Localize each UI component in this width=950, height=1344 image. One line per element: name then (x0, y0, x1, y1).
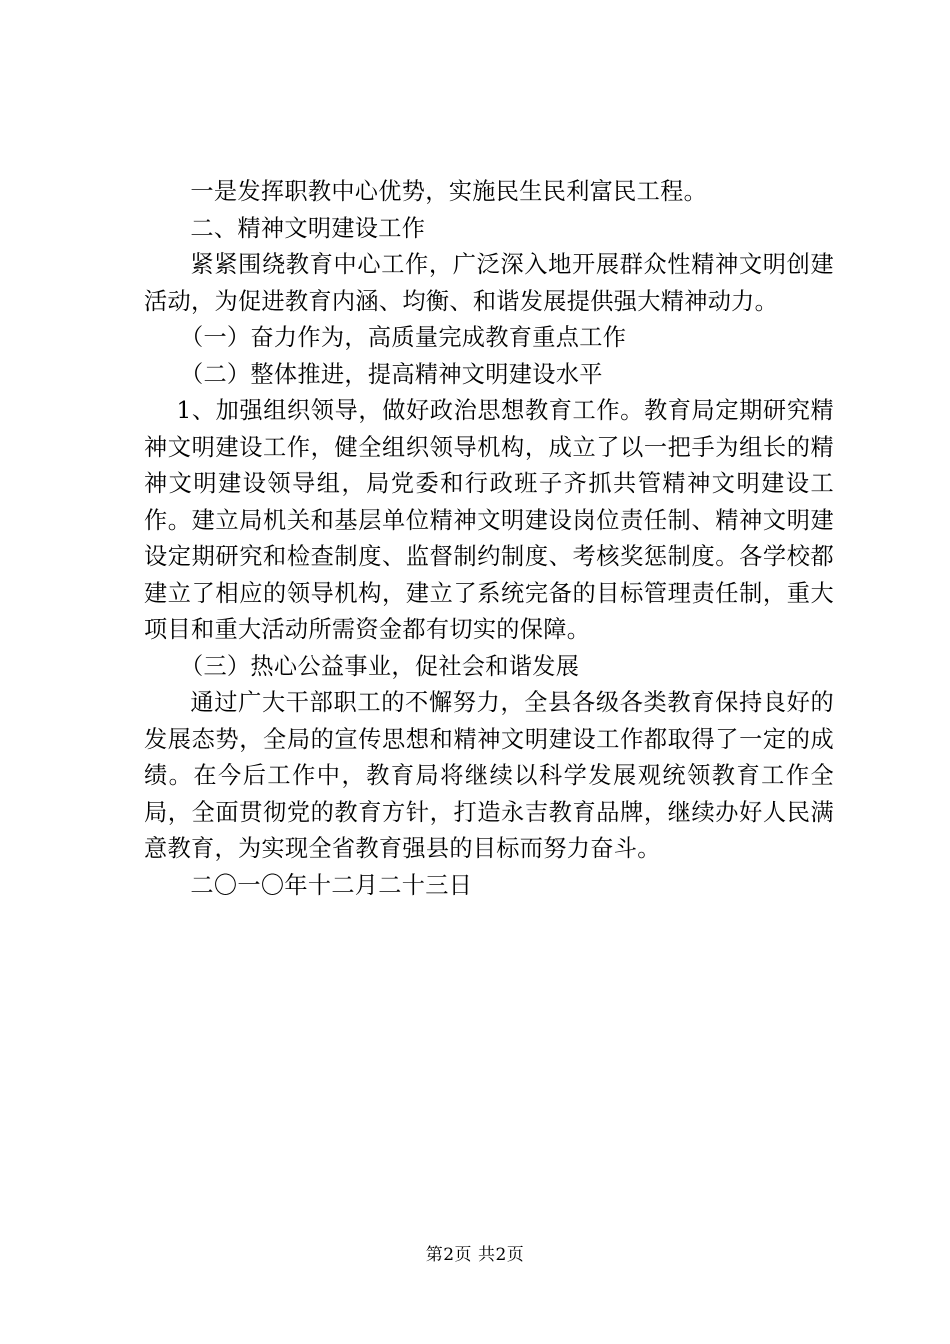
subheading-one: （一）奋力作为，高质量完成教育重点工作 (179, 324, 627, 351)
paragraph-vocational-center: 一是发挥职教中心优势，实施民生民利富民工程。 (190, 178, 708, 205)
subheading-two: （二）整体推进，提高精神文明建设水平 (179, 360, 603, 388)
page-footer: 第2页 共2页 (425, 1245, 525, 1265)
document-body (144, 174, 834, 904)
paragraph-conclusion: 通过广大干部职工的不懈努力，全县各级各类教育保持良好的发展态势，全局的宣传思想和精神文明建设工作都取得了一定的成绩。在今后工作中，教育局将继续以科学发展观统领教育工作全局，全面贯彻党的教育方针，打造永吉教育品牌，继续办好人民满意教育，为实现全省教育强县的目标而努力奋斗。 (144, 689, 834, 862)
section-heading-spiritual-civilization: 二、精神文明建设工作 (190, 214, 426, 242)
paragraph-organization-leadership: 1、加强组织领导，做好政治思想教育工作。教育局定期研究精神文明建设工作，健全组织领导机构，成立了以一把手为组长的精神文明建设领导组，局党委和行政班子齐抓共管精神文明建设工作。建立局机关和基层单位精神文明建设岗位责任制、精神文明建设定期研究和检查制度、监督制约制度、考核奖惩制度。各学校都建立了相应的领导机构，建立了系统完备的目标管理责任制，重大项目和重大活动所需资金都有切实的保障。 (144, 397, 834, 643)
subheading-three: （三）热心公益事业，促社会和谐发展 (179, 652, 580, 680)
document-date: 二〇一〇年十二月二十三日 (190, 871, 473, 899)
paragraph-intro: 紧紧围绕教育中心工作，广泛深入地开展群众性精神文明创建活动，为促进教育内涵、均衡、和谐发展提供强大精神动力。 (144, 251, 834, 315)
